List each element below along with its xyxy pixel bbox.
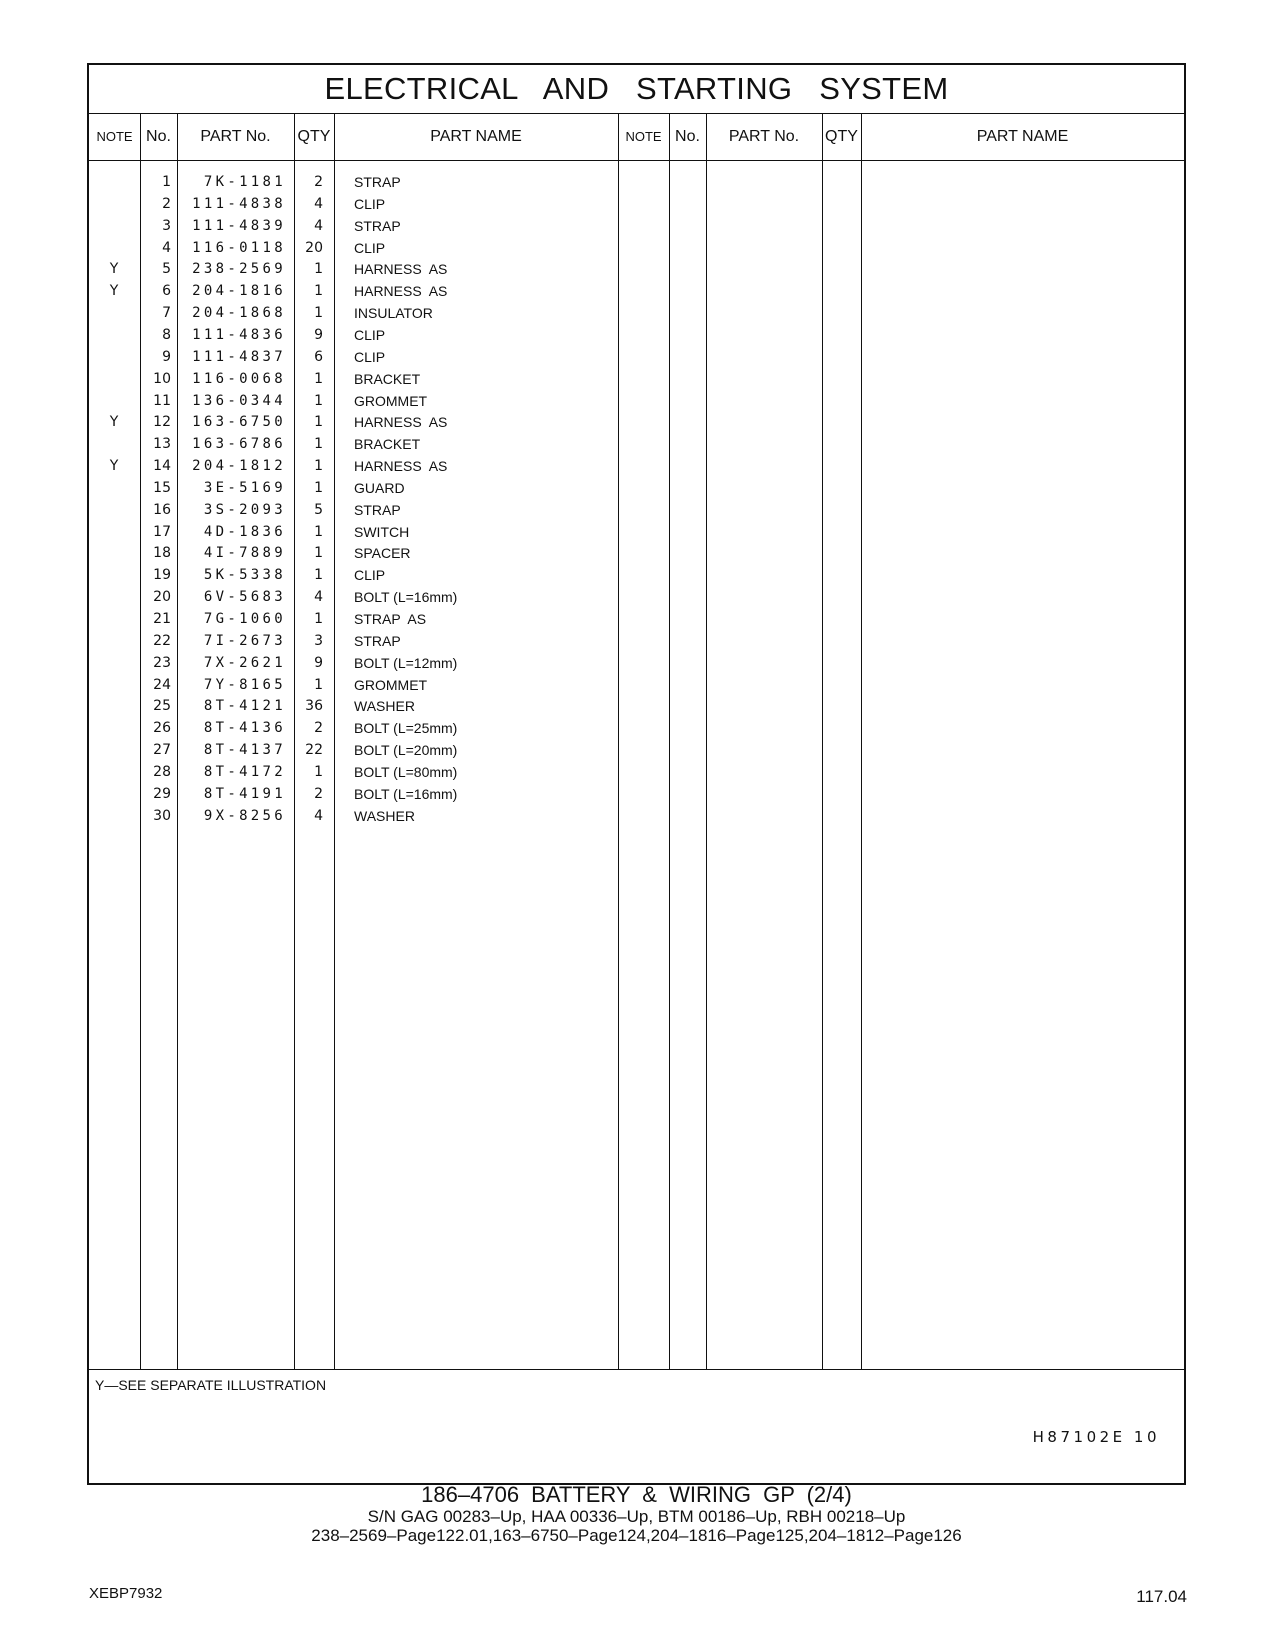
item-number-cell: 10 xyxy=(153,370,171,387)
quantity-cell: 1 xyxy=(314,763,323,780)
part-number-cell: 4D-1836 xyxy=(203,523,286,540)
quantity-cell: 1 xyxy=(314,436,323,453)
table-row xyxy=(89,433,709,456)
quantity-cell: 4 xyxy=(314,217,323,234)
part-number-cell: 163-6786 xyxy=(192,436,286,453)
part-number-cell: 163-6750 xyxy=(192,414,286,431)
part-number-cell: 8T-4121 xyxy=(203,698,286,715)
quantity-cell: 1 xyxy=(314,676,323,693)
item-number-cell: 27 xyxy=(153,742,171,759)
part-name-cell: STRAP xyxy=(354,632,401,649)
part-number-cell: 204-1816 xyxy=(192,283,286,300)
quantity-cell: 36 xyxy=(305,698,323,715)
part-name-cell: HARNESS AS xyxy=(354,414,448,431)
part-name-cell: CLIP xyxy=(354,326,386,343)
part-name-cell: INSULATOR xyxy=(354,305,433,322)
item-number-cell: 21 xyxy=(153,611,171,627)
caption-block xyxy=(0,1483,1273,1546)
quantity-cell: 5 xyxy=(314,501,323,518)
item-number-cell: 11 xyxy=(153,392,171,409)
item-number-cell: 1 xyxy=(162,174,171,190)
part-name-cell: HARNESS AS xyxy=(354,283,448,300)
quantity-cell: 4 xyxy=(314,589,323,606)
header-no-left: No. xyxy=(146,128,171,145)
group-title: 186–4706 BATTERY & WIRING GP (2/4) xyxy=(421,1482,852,1507)
table-row xyxy=(89,258,709,281)
part-number-cell: 116-0068 xyxy=(192,370,286,387)
part-name-cell: WASHER xyxy=(354,698,415,715)
item-number-cell: 12 xyxy=(153,414,171,431)
table-row xyxy=(89,499,709,522)
table-row xyxy=(89,324,709,347)
table-row xyxy=(89,630,709,653)
item-number-cell: 3 xyxy=(162,217,171,234)
sheet-title: ELECTRICAL AND STARTING SYSTEM xyxy=(89,65,1184,114)
item-number-cell: 2 xyxy=(162,195,171,212)
part-name-cell: BRACKET xyxy=(354,370,421,387)
quantity-cell: 2 xyxy=(314,720,323,737)
part-number-cell: 111-4837 xyxy=(192,348,286,365)
item-number-cell: 17 xyxy=(153,523,171,540)
table-row xyxy=(89,455,709,478)
quantity-cell: 1 xyxy=(314,567,323,584)
item-number-cell: 29 xyxy=(153,785,171,802)
quantity-cell: 1 xyxy=(314,283,323,300)
item-number-cell: 16 xyxy=(153,501,171,518)
quantity-cell: 4 xyxy=(314,807,323,824)
part-number-cell: 7Y-8165 xyxy=(203,676,286,693)
column-divider xyxy=(822,113,823,1369)
quantity-cell: 1 xyxy=(314,458,323,475)
table-row xyxy=(89,477,709,500)
part-name-cell: CLIP xyxy=(354,348,386,365)
table-row xyxy=(89,193,709,216)
quantity-cell: 1 xyxy=(314,611,323,627)
quantity-cell: 1 xyxy=(314,545,323,562)
table-row xyxy=(89,761,709,784)
quantity-cell: 1 xyxy=(314,370,323,387)
part-number-cell: 8T-4137 xyxy=(203,742,286,759)
part-name-cell: GUARD xyxy=(354,479,405,496)
item-number-cell: 19 xyxy=(153,567,171,584)
table-row xyxy=(89,564,709,587)
header-qty-left: QTY xyxy=(297,128,331,145)
item-number-cell: 26 xyxy=(153,720,171,737)
part-name-cell: STRAP AS xyxy=(354,611,427,627)
header-part-no-left: PART No. xyxy=(200,128,271,145)
part-number-cell: 8T-4136 xyxy=(203,720,286,737)
item-number-cell: 13 xyxy=(153,436,171,453)
table-row xyxy=(89,608,709,631)
part-number-cell: 3E-5169 xyxy=(203,479,286,496)
part-name-cell: CLIP xyxy=(354,239,386,256)
part-number-cell: 6V-5683 xyxy=(203,589,286,606)
item-number-cell: 20 xyxy=(153,589,171,606)
part-number-cell: 204-1868 xyxy=(192,305,286,322)
part-number-cell: 204-1812 xyxy=(192,458,286,475)
part-name-cell: BOLT (L=12mm) xyxy=(354,654,458,671)
table-row xyxy=(89,280,709,303)
item-number-cell: 4 xyxy=(162,239,171,256)
parts-list-sheet xyxy=(87,63,1186,1485)
table-row xyxy=(89,783,709,806)
quantity-cell: 1 xyxy=(314,392,323,409)
item-number-cell: 5 xyxy=(162,261,171,278)
note-cell: Y xyxy=(109,283,119,300)
part-number-cell: 9X-8256 xyxy=(203,807,286,824)
item-number-cell: 18 xyxy=(153,545,171,562)
part-name-cell: BOLT (L=25mm) xyxy=(354,720,458,737)
table-row xyxy=(89,717,709,740)
part-name-cell: HARNESS AS xyxy=(354,261,448,278)
item-number-cell: 8 xyxy=(162,326,171,343)
quantity-cell: 1 xyxy=(314,261,323,278)
table-row xyxy=(89,237,709,260)
quantity-cell: 2 xyxy=(314,174,323,190)
part-number-cell: 4I-7889 xyxy=(203,545,286,562)
quantity-cell: 1 xyxy=(314,523,323,540)
quantity-cell: 6 xyxy=(314,348,323,365)
quantity-cell: 2 xyxy=(314,785,323,802)
part-name-cell: CLIP xyxy=(354,567,386,584)
note-cell: Y xyxy=(109,414,119,431)
item-number-cell: 22 xyxy=(153,632,171,649)
part-name-cell: BRACKET xyxy=(354,436,421,453)
part-number-cell: 116-0118 xyxy=(192,239,286,256)
table-row xyxy=(89,390,709,413)
part-name-cell: SPACER xyxy=(354,545,411,562)
table-row xyxy=(89,411,709,434)
quantity-cell: 1 xyxy=(314,479,323,496)
quantity-cell: 1 xyxy=(314,305,323,322)
table-row xyxy=(89,215,709,238)
header-part-name-left: PART NAME xyxy=(430,128,522,145)
part-name-cell: GROMMET xyxy=(354,676,428,693)
part-name-cell: STRAP xyxy=(354,217,401,234)
table-row xyxy=(89,695,709,718)
item-number-cell: 14 xyxy=(153,458,171,475)
note-cell: Y xyxy=(109,458,119,475)
part-name-cell: BOLT (L=80mm) xyxy=(354,763,458,780)
part-name-cell: CLIP xyxy=(354,195,386,212)
quantity-cell: 4 xyxy=(314,195,323,212)
item-number-cell: 23 xyxy=(153,654,171,671)
part-name-cell: STRAP xyxy=(354,501,401,518)
item-number-cell: 28 xyxy=(153,763,171,780)
part-number-cell: 7X-2621 xyxy=(203,654,286,671)
part-number-cell: 7K-1181 xyxy=(203,174,286,190)
item-number-cell: 6 xyxy=(162,283,171,300)
part-number-cell: 136-0344 xyxy=(192,392,286,409)
part-number-cell: 3S-2093 xyxy=(203,501,286,518)
part-name-cell: BOLT (L=16mm) xyxy=(354,589,458,606)
header-part-no-right: PART No. xyxy=(728,128,800,145)
table-row xyxy=(89,674,709,697)
table-row xyxy=(89,586,709,609)
part-number-cell: 7G-1060 xyxy=(203,611,286,627)
quantity-cell: 1 xyxy=(314,414,323,431)
table-row xyxy=(89,346,709,369)
table-row xyxy=(89,739,709,762)
item-number-cell: 15 xyxy=(153,479,171,496)
part-number-cell: 238-2569 xyxy=(192,261,286,278)
quantity-cell: 22 xyxy=(305,742,323,759)
page-cross-references: 238–2569–Page122.01,163–6750–Page124,204–1816–Page125,204–1812–Page126 xyxy=(311,1526,962,1545)
drawing-reference: H87102E 10 xyxy=(1032,1428,1160,1446)
item-number-cell: 9 xyxy=(162,348,171,365)
part-number-cell: 5K-5338 xyxy=(203,567,286,584)
table-row xyxy=(89,805,709,828)
quantity-cell: 9 xyxy=(314,326,323,343)
table-row xyxy=(89,652,709,675)
part-number-cell: 111-4836 xyxy=(192,326,286,343)
quantity-cell: 9 xyxy=(314,654,323,671)
table-row xyxy=(89,368,709,391)
part-name-cell: SWITCH xyxy=(354,523,410,540)
header-note-right: NOTE xyxy=(625,129,662,144)
part-name-cell: BOLT (L=16mm) xyxy=(354,785,458,802)
part-name-cell: STRAP xyxy=(354,174,401,190)
part-name-cell: GROMMET xyxy=(354,392,428,409)
item-number-cell: 24 xyxy=(153,676,171,693)
part-number-cell: 8T-4172 xyxy=(203,763,286,780)
part-number-cell: 7I-2673 xyxy=(203,632,286,649)
item-number-cell: 25 xyxy=(153,698,171,715)
header-qty-right: QTY xyxy=(825,128,858,145)
part-number-cell: 8T-4191 xyxy=(203,785,286,802)
header-no-right: No. xyxy=(675,128,700,145)
item-number-cell: 7 xyxy=(162,305,171,322)
page-number: 117.04 xyxy=(1136,1587,1187,1606)
part-name-cell: BOLT (L=20mm) xyxy=(354,742,458,759)
table-row xyxy=(89,171,709,194)
table-bottom-rule xyxy=(89,1369,1184,1370)
table-row xyxy=(89,302,709,325)
table-row xyxy=(89,542,709,565)
serial-numbers: S/N GAG 00283–Up, HAA 00336–Up, BTM 00186–Up, RBH 00218–Up xyxy=(367,1507,906,1526)
part-number-cell: 111-4839 xyxy=(192,217,286,234)
note-legend: Y—SEE SEPARATE ILLUSTRATION xyxy=(95,1377,327,1393)
table-header xyxy=(89,113,1184,161)
column-divider xyxy=(861,113,862,1369)
part-name-cell: HARNESS AS xyxy=(354,458,448,475)
header-note-left: NOTE xyxy=(96,129,133,144)
item-number-cell: 30 xyxy=(153,807,171,824)
table-row xyxy=(89,521,709,544)
quantity-cell: 3 xyxy=(314,632,323,649)
header-part-name-right: PART NAME xyxy=(976,128,1069,145)
document-id: XEBP7932 xyxy=(89,1585,163,1602)
part-number-cell: 111-4838 xyxy=(192,195,286,212)
part-name-cell: WASHER xyxy=(354,807,415,824)
quantity-cell: 20 xyxy=(305,239,323,256)
note-cell: Y xyxy=(109,261,119,278)
